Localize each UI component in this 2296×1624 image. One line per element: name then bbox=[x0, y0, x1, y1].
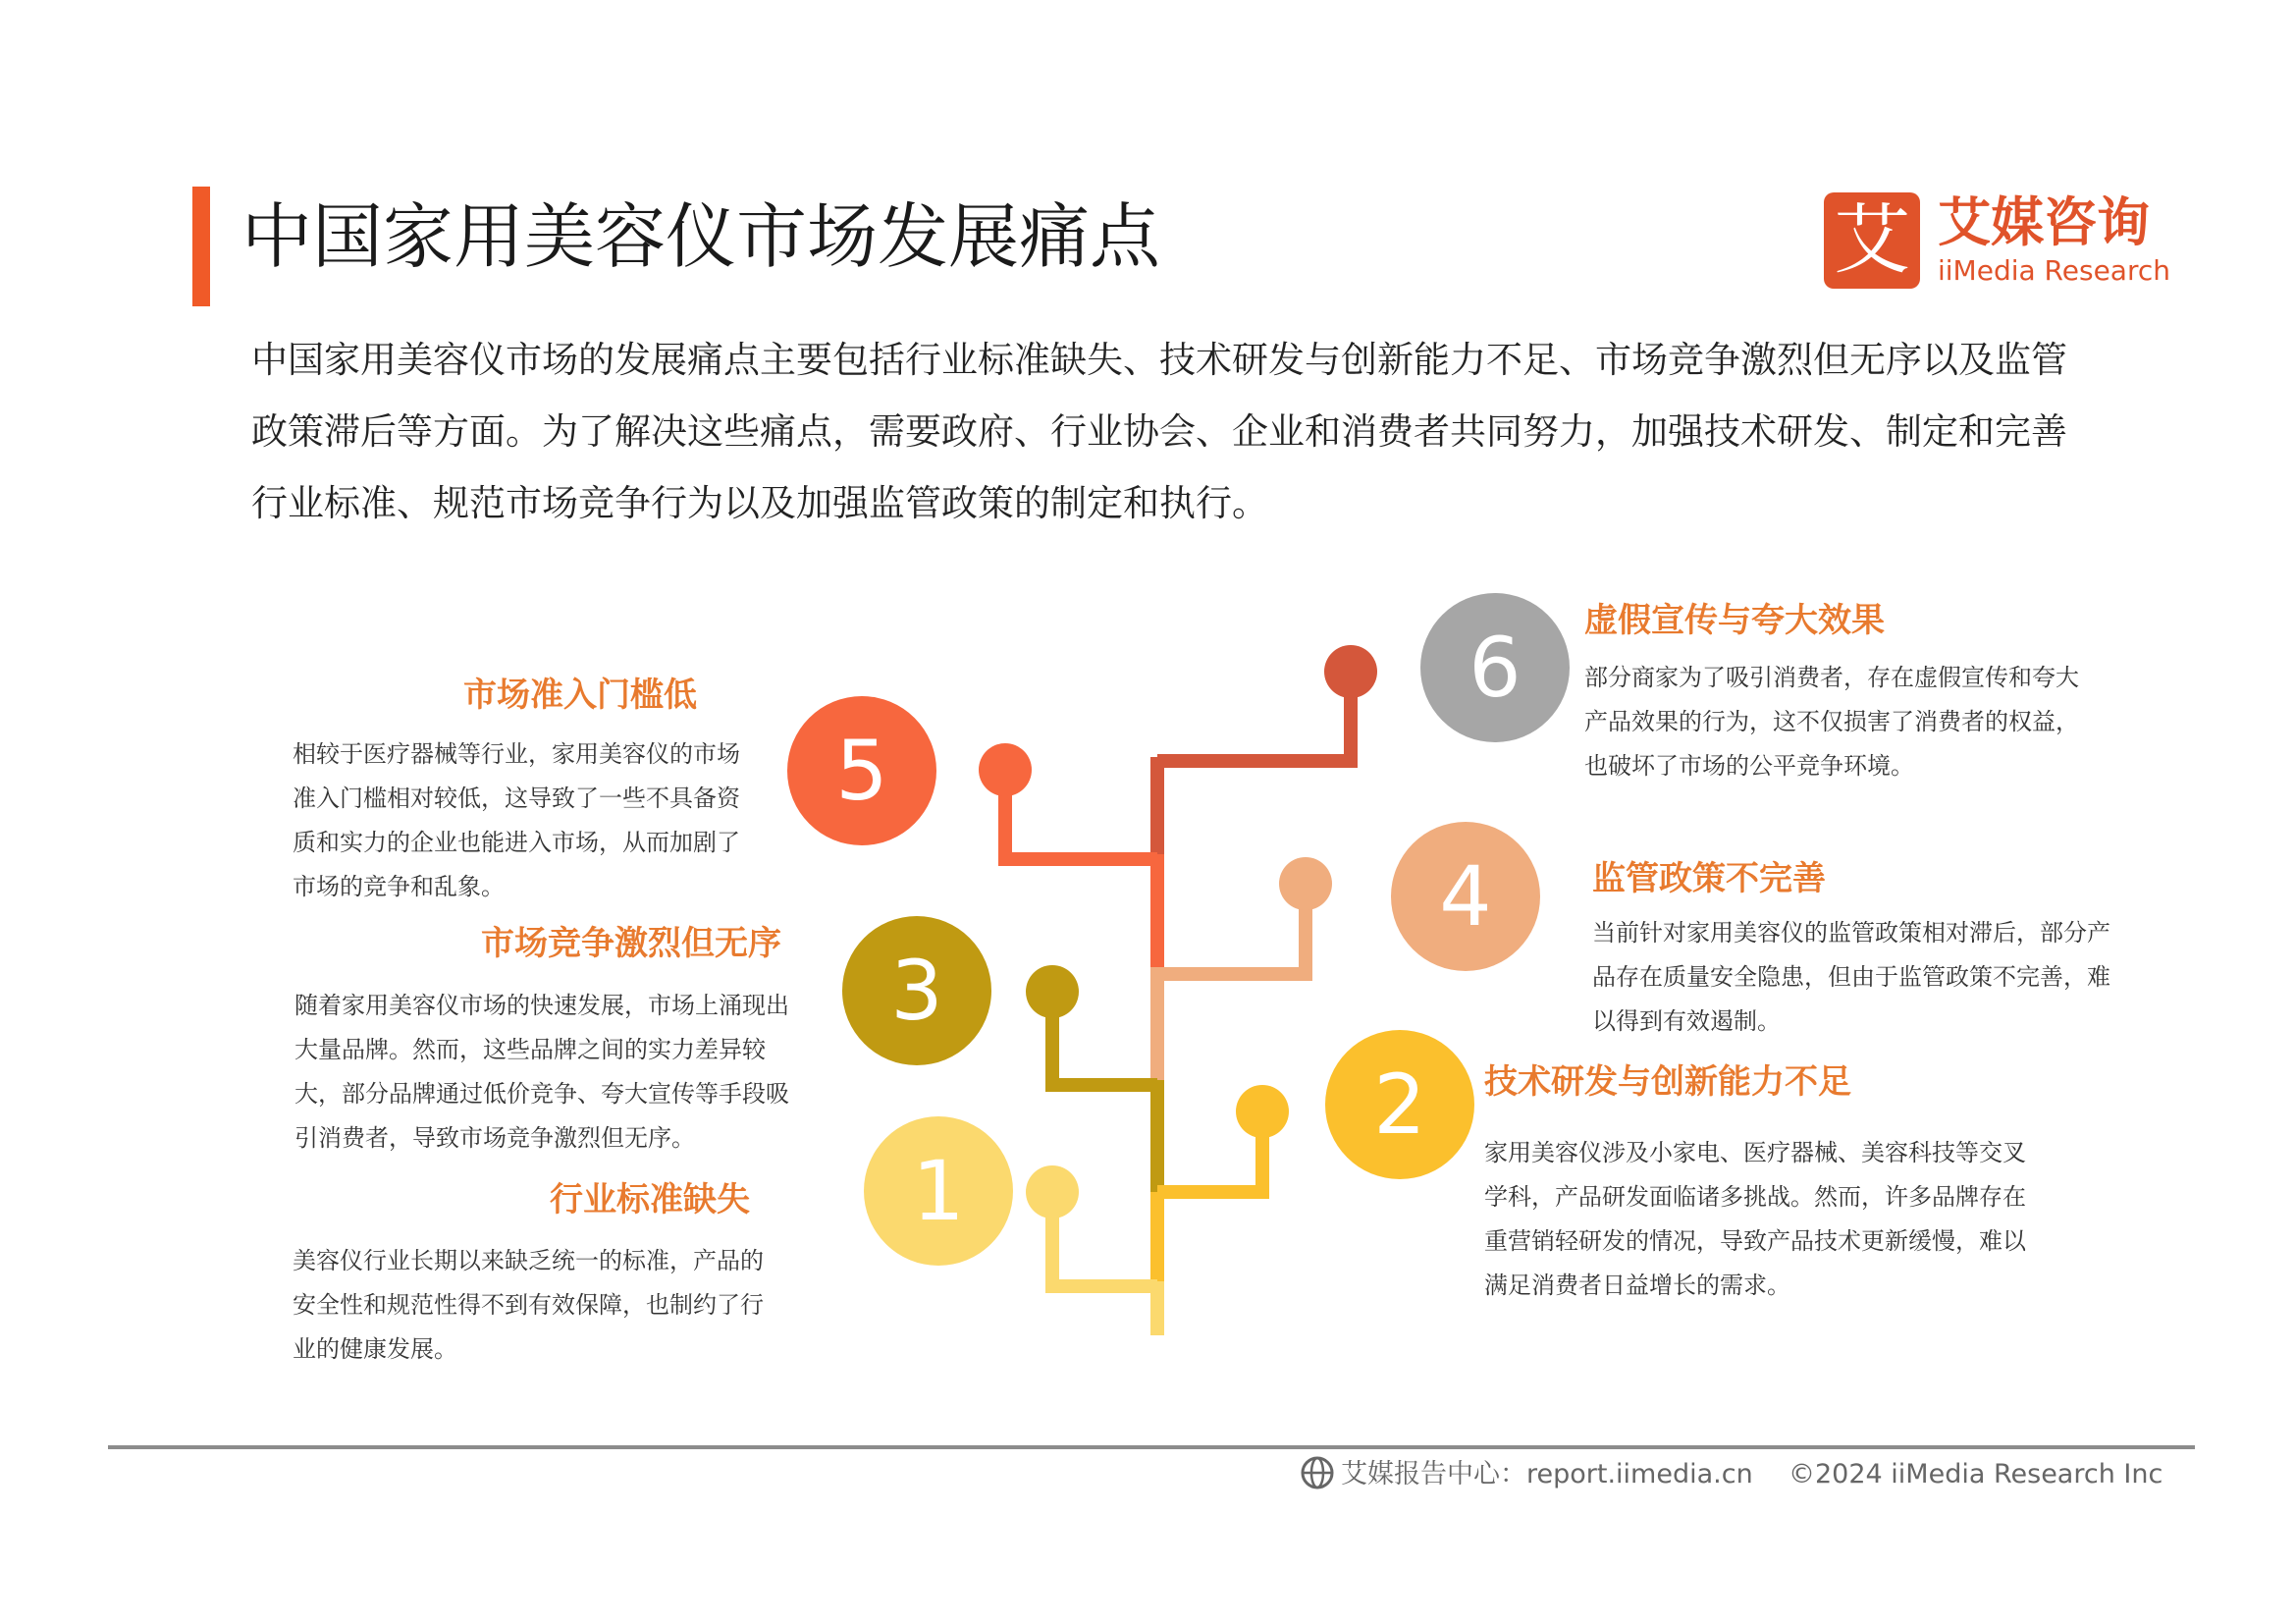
footer-report-center[interactable]: 艾媒报告中心：report.iimedia.cn bbox=[1341, 1459, 1753, 1489]
item-5-title: 市场准入门槛低 bbox=[463, 676, 697, 715]
branch-4-node bbox=[1279, 857, 1332, 910]
number-label-2: 2 bbox=[1373, 1056, 1426, 1153]
number-circle-3 bbox=[842, 916, 991, 1065]
branch-6 bbox=[1157, 672, 1351, 761]
item-3-desc: 随着家用美容仪市场的快速发展，市场上涌现出大量品牌。然而，这些品牌之间的实力差异较大，部分品牌通过低价竞争、夸大宣传等手段吸引消费者，导致市场竞争激烈但无序。 bbox=[294, 992, 789, 1152]
number-circle-4 bbox=[1391, 822, 1540, 971]
item-1-title: 行业标准缺失 bbox=[550, 1180, 750, 1219]
number-label-5: 5 bbox=[835, 723, 888, 819]
logo-name-cn: 艾媒咨询 bbox=[1938, 191, 2150, 253]
logo-name-en: iiMedia Research bbox=[1938, 254, 2170, 287]
trunk-segment-4 bbox=[1150, 967, 1164, 1080]
item-2-desc: 家用美容仪涉及小家电、医疗器械、美容科技等交叉学科，产品研发面临诸多挑战。然而，许多品牌存在重营销轻研发的情况，导致产品技术更新缓慢，难以满足消费者日益增长的需求。 bbox=[1484, 1139, 2026, 1299]
item-3-title: 市场竞争激烈但无序 bbox=[481, 924, 781, 963]
number-circle-6 bbox=[1420, 593, 1570, 742]
branch-5-node bbox=[979, 743, 1032, 796]
item-6-desc: 部分商家为了吸引消费者，存在虚假宣传和夸大产品效果的行为，这不仅损害了消费者的权益，也破坏了市场的公平竞争环境。 bbox=[1584, 664, 2079, 780]
number-label-6: 6 bbox=[1468, 620, 1522, 716]
item-4-desc: 当前针对家用美容仪的监管政策相对滞后，部分产品存在质量安全隐患，但由于监管政策不完善，难以得到有效遏制。 bbox=[1592, 919, 2110, 1035]
page-title: 中国家用美容仪市场发展痛点 bbox=[241, 195, 1161, 278]
item-5-desc: 相较于医疗器械等行业，家用美容仪的市场准入门槛相对较低，这导致了一些不具备资质和实力的企业也能进入市场，从而加剧了市场的竞争和乱象。 bbox=[293, 740, 740, 900]
number-circle-2 bbox=[1325, 1030, 1474, 1179]
item-1-desc: 美容仪行业长期以来缺乏统一的标准，产品的安全性和规范性得不到有效保障，也制约了行业的健康发展。 bbox=[293, 1247, 764, 1363]
number-circle-1 bbox=[864, 1116, 1013, 1266]
branch-2-node bbox=[1236, 1085, 1289, 1138]
number-label-3: 3 bbox=[890, 943, 943, 1039]
number-label-4: 4 bbox=[1439, 848, 1492, 945]
trunk-segment-2 bbox=[1150, 1192, 1164, 1281]
item-4-title: 监管政策不完善 bbox=[1592, 859, 1826, 898]
trunk-segment-6 bbox=[1150, 757, 1164, 854]
globe-icon bbox=[1300, 1455, 1335, 1490]
logo-mark: 艾 bbox=[1824, 192, 1920, 289]
number-circle-5 bbox=[787, 696, 936, 845]
branch-1-node bbox=[1026, 1165, 1079, 1218]
trunk-segment-3 bbox=[1150, 1080, 1164, 1192]
trunk-segment-5 bbox=[1150, 854, 1164, 967]
intro-paragraph: 中国家用美容仪市场的发展痛点主要包括行业标准缺失、技术研发与创新能力不足、市场竞争激烈但无序以及监管政策滞后等方面。为了解决这些痛点，需要政府、行业协会、企业和消费者共同努力，加强技术研发、制定和完善行业标准、规范市场竞争行为以及加强监管政策的制定和执行。 bbox=[251, 339, 2067, 524]
branch-3-node bbox=[1026, 965, 1079, 1018]
item-2-title: 技术研发与创新能力不足 bbox=[1484, 1062, 1851, 1102]
item-6-title: 虚假宣传与夸大效果 bbox=[1584, 601, 1885, 640]
footer-copyright: ©2024 iiMedia Research Inc bbox=[1789, 1459, 2163, 1489]
number-label-1: 1 bbox=[912, 1143, 965, 1239]
branch-6-node bbox=[1324, 645, 1377, 698]
